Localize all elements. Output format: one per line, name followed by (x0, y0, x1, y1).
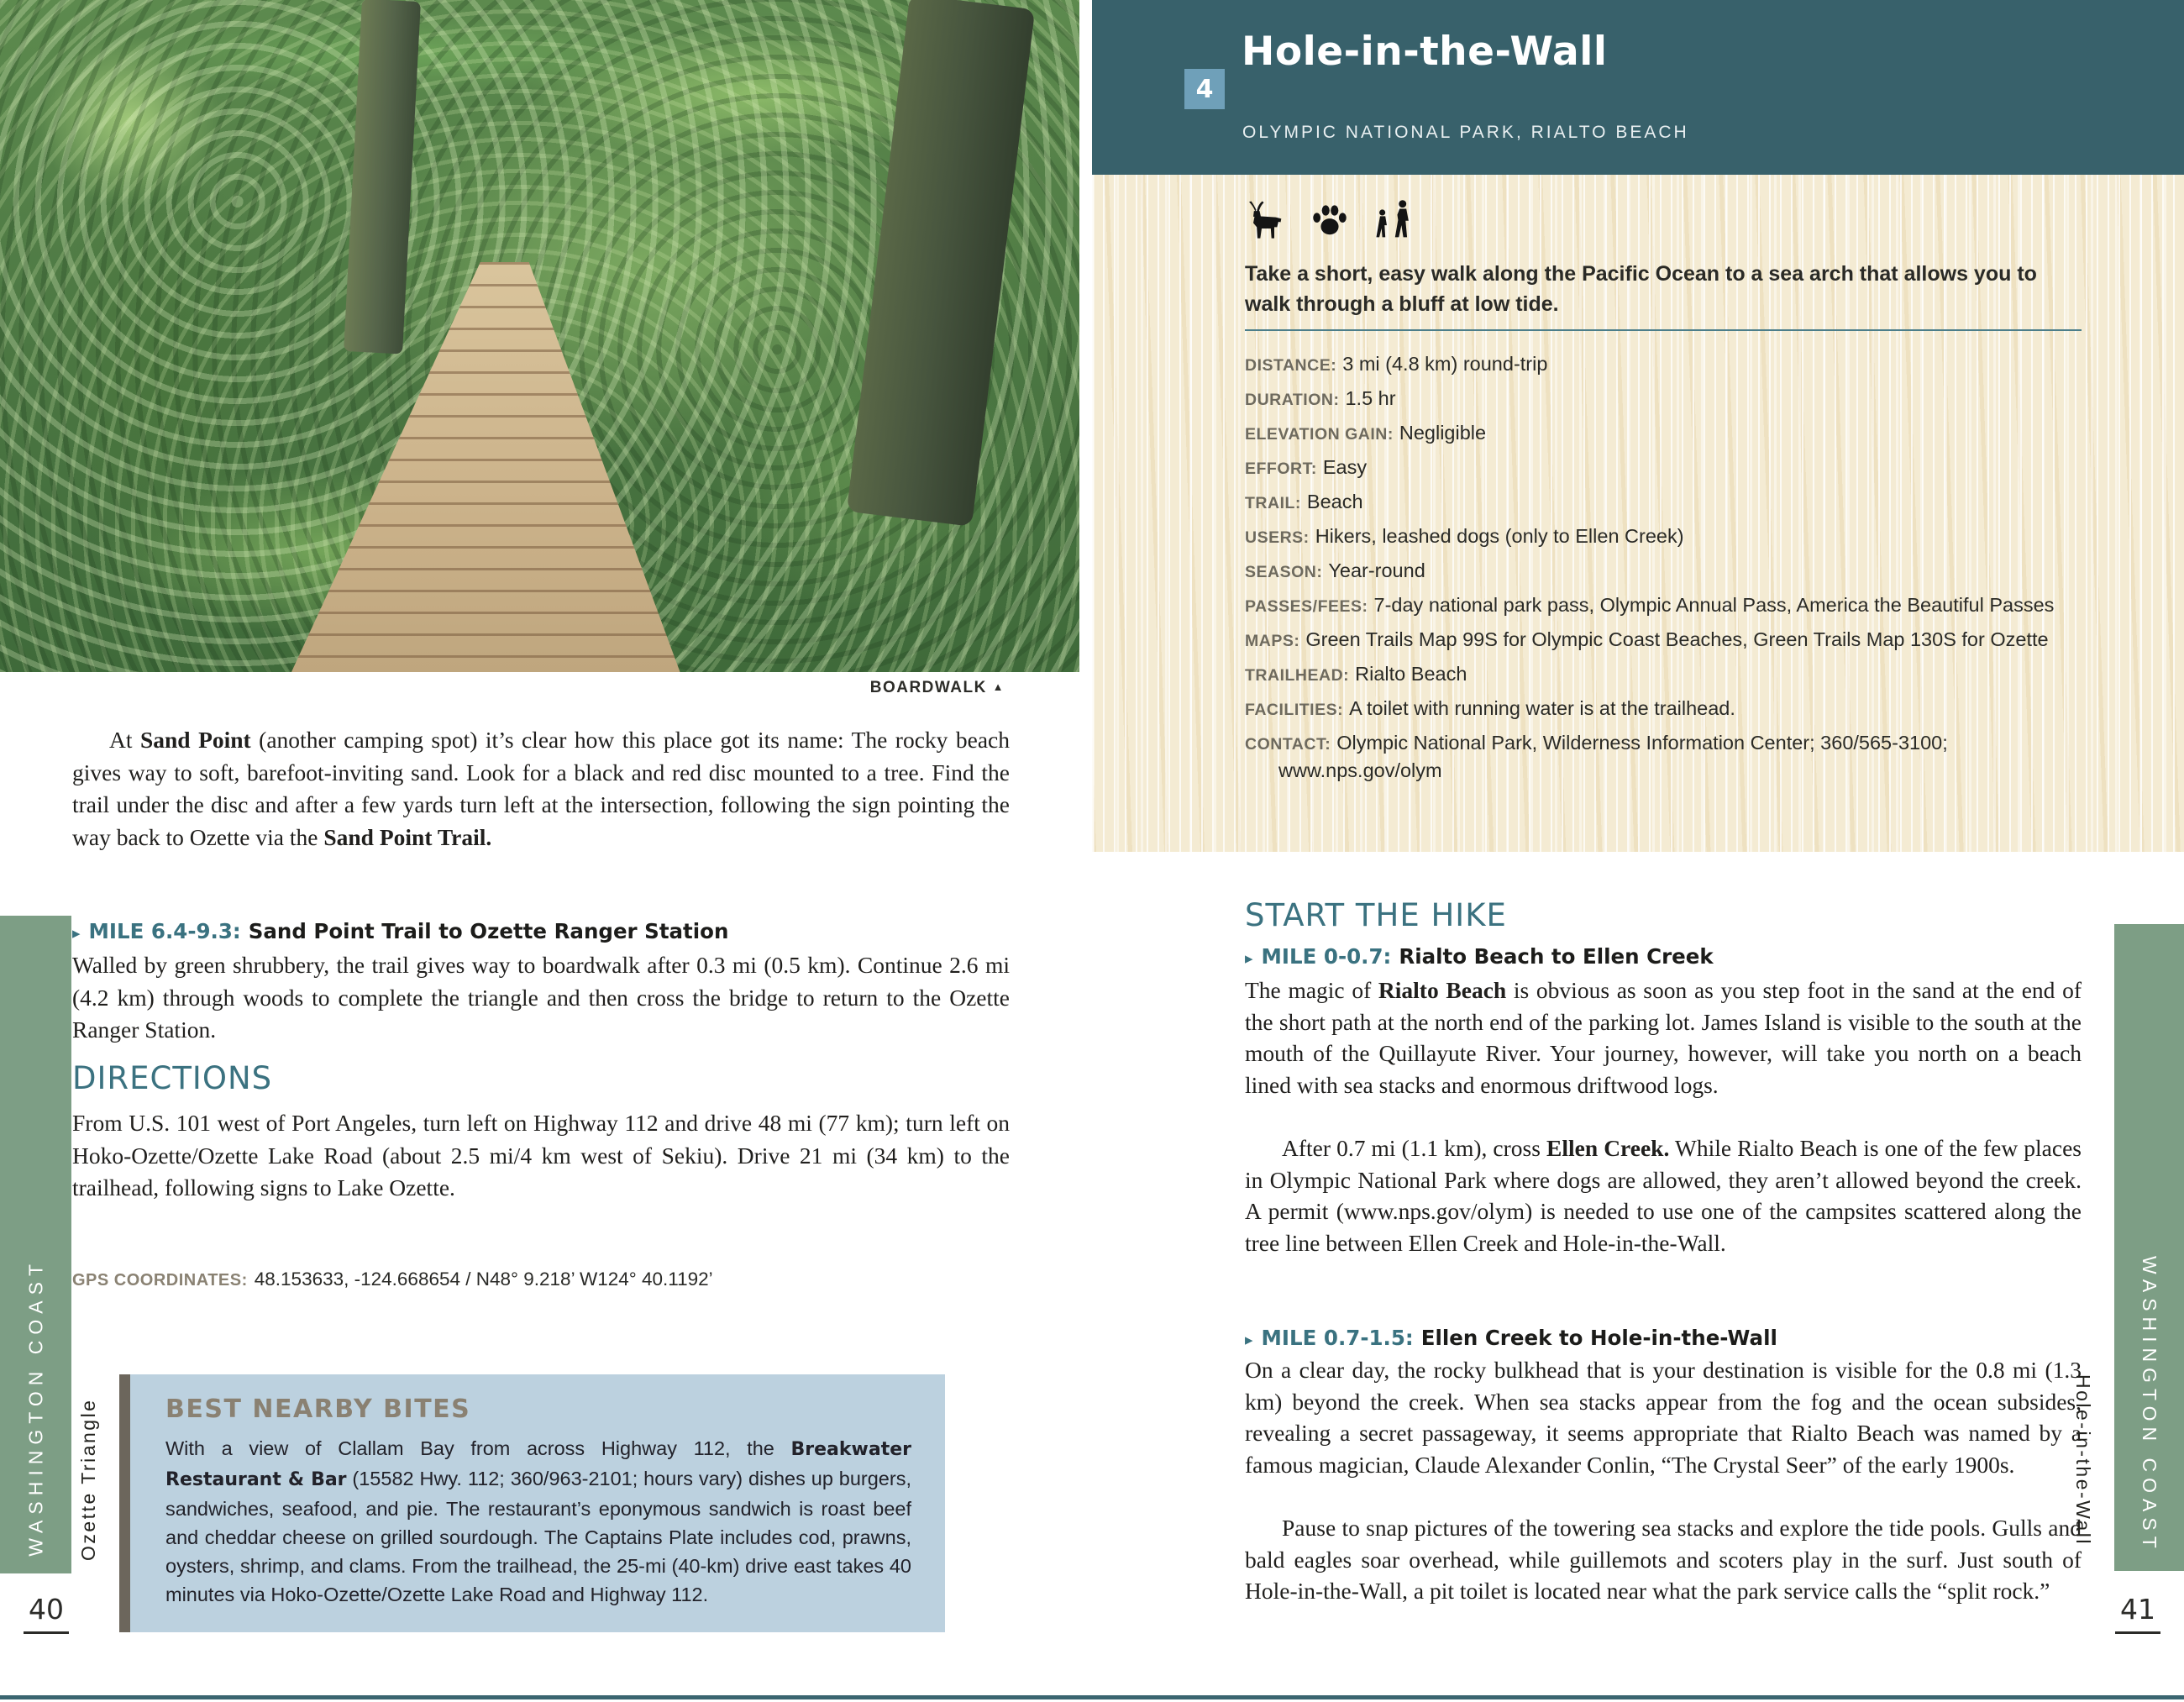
sand-point-trail-bold: Sand Point Trail. (323, 823, 492, 850)
dogs-allowed-paw-icon (1310, 202, 1349, 240)
mile-heading-0-0-7 (1245, 944, 2082, 969)
stat-value: 3 mi (4.8 km) round-trip (1342, 353, 1548, 375)
text-run: With a view of Clallam Bay from across Highway 112, the (165, 1437, 791, 1459)
left-spine-label: Ozette Triangle (77, 1398, 99, 1561)
sand-point-bold: Sand Point (139, 727, 251, 753)
stat-passes-fees (1245, 592, 2093, 620)
stat-maps (1245, 627, 2093, 654)
mile-heading-6-4-9-3 (72, 919, 1010, 943)
stat-value: 7-day national park pass, Olympic Annual Pass, America the Beautiful Passes (1373, 594, 2055, 616)
bites-heading: BEST NEARBY BITES (165, 1395, 471, 1424)
mile-title: Ellen Creek to Hole-in-the-Wall (1420, 1326, 1777, 1350)
stat-value: Olympic National Park, Wilderness Information Center; 360/565-3100; www.nps.gov/olym (1278, 732, 1948, 781)
left-tab-label: WASHINGTON COAST (24, 1258, 46, 1557)
mile-arrow-icon: ▸ (72, 924, 81, 943)
hike-number-badge: 4 (1184, 69, 1225, 109)
best-nearby-bites-box (119, 1374, 945, 1632)
mile-range: MILE 0-0.7: (1261, 944, 1392, 969)
wildlife-deer-icon (1245, 200, 1287, 240)
stat-contact (1245, 730, 2093, 784)
mile-0-0-7-paragraph-2 (1245, 1132, 2082, 1258)
stat-facilities (1245, 696, 2093, 723)
intro-divider-rule (1245, 329, 2082, 331)
text-run: (15582 Hwy. 112; 360/963-2101; hours vary) dishes up burgers, sandwiches, seafood, and pie. The restaurant’s eponymous sandwich is roast beef and cheddar cheese on grilled sourdough. The Captains Plate includes cod, prawns, oysters, shrimp, and clams. From the trailhead, the 25-mi (40-km) drive east takes 40 minutes via Hoko-Ozette/Ozette Lake Road and Highway 112. (165, 1468, 911, 1605)
boardwalk-forest-photo (0, 0, 1079, 672)
bites-paragraph (165, 1434, 911, 1609)
mile-0-7-1-5-paragraph-2: Pause to snap pictures of the towering sea stacks and explore the tide pools. Gulls and bald eagles soar overhead, while guillemots and scoters play in the surf. Just south of Hole-in-the-Wall, a pit toilet is located near what the park service calls the “split rock.” (1245, 1515, 2082, 1604)
page-number-40: 40 (24, 1593, 69, 1634)
bottom-edge-rule (0, 1695, 2184, 1699)
right-spine-label: Hole-in-the-Wall (2072, 1374, 2094, 1547)
mile-6-4-9-3-paragraph: Walled by green shrubbery, the trail gives way to boardwalk after 0.3 mi (0.5 km). Continue 2.6 mi (4.2 km) through woods to complete the triangle and then cross the bridge to return to the Ozette Ranger Station. (72, 952, 1010, 1043)
mile-0-0-7-paragraph-1 (1245, 974, 2082, 1101)
stat-season (1245, 558, 2093, 586)
stat-label: PASSES/FEES: (1245, 597, 1368, 616)
right-tab-label: WASHINGTON COAST (2139, 1256, 2160, 1554)
stat-distance (1245, 351, 2093, 379)
stat-value: Rialto Beach (1355, 663, 1467, 685)
text-run: At (109, 727, 140, 753)
directions-paragraph: From U.S. 101 west of Port Angeles, turn left on Highway 112 and drive 48 mi (77 km); turn left on Hoko-Ozette/Ozette Lake Road (about 2.5 mi/4 km west of Sekiu). Drive 21 mi (34 km) to the trailhead, following signs to Lake Ozette. (72, 1110, 1010, 1200)
stat-label: TRAIL: (1245, 494, 1301, 512)
photo-caption-text: BOARDWALK (869, 679, 987, 696)
gps-value: 48.153633, -124.668654 / N48° 9.218’ W124° 40.1192’ (254, 1269, 713, 1290)
right-page (1092, 0, 2184, 1702)
stat-value: Easy (1322, 456, 1368, 478)
hike-title: Hole-in-the-Wall (1242, 29, 1608, 75)
mile-arrow-icon: ▸ (1245, 1331, 1253, 1349)
start-the-hike-heading: START THE HIKE (1245, 897, 1507, 933)
caption-triangle-icon: ▲ (992, 680, 1005, 693)
restaurant-name-bold: Breakwater Restaurant & Bar (165, 1439, 911, 1490)
stat-label: SEASON: (1245, 563, 1323, 581)
stat-label: FACILITIES: (1245, 701, 1344, 719)
stat-label: EFFORT: (1245, 460, 1317, 478)
mile-0-7-1-5-paragraph-1: On a clear day, the rocky bulkhead that is your destination is visible for the 0.8 mi (1.3 km) beyond the creek. When sea stacks appear from the fog and the ocean subsides, revealing a secret passageway, it seems appropriate that Rialto Beach was named by a famous magician, Claude Alexander Conlin, “The Crystal Seer” of the early 1900s. (1245, 1357, 2082, 1478)
mile-range: MILE 6.4-9.3: (88, 919, 241, 943)
stat-label: ELEVATION GAIN: (1245, 425, 1394, 444)
stat-label: USERS: (1245, 528, 1310, 547)
stat-label: DURATION: (1245, 391, 1340, 409)
text-run: While Rialto Beach is one of the few places in Olympic National Park where dogs are allowed, they aren’t allowed beyond the creek. A permit (www.nps.gov/olym) is needed to use one of the campsites scattered along the tree line between Ellen Creek and Hole-in-the-Wall. (1245, 1135, 2082, 1256)
page-number-41: 41 (2115, 1593, 2160, 1634)
text-run: The magic of (1245, 977, 1378, 1003)
hike-stats-panel (1092, 175, 2184, 852)
hike-intro-text: Take a short, easy walk along the Pacific Ocean to a sea arch that allows you to walk through a bluff at low tide. (1245, 262, 2037, 316)
photo-caption (0, 679, 1005, 697)
stat-trailhead (1245, 661, 2093, 689)
ellen-creek-bold: Ellen Creek. (1546, 1135, 1670, 1161)
stat-effort (1245, 454, 2093, 482)
text-run: (another camping spot) it’s clear how this place got its name: The rocky beach gives way to soft, barefoot-inviting sand. Look for a black and red disc mounted to a tree. Find the trail under the disc and after a few yards turn left at the intersection, following the sign pointing the way back to Ozette via the (72, 727, 1010, 850)
stat-label: CONTACT: (1245, 735, 1331, 754)
sand-point-paragraph (72, 724, 1010, 854)
mile-title: Rialto Beach to Ellen Creek (1399, 944, 1714, 969)
hike-header-band (1092, 0, 2184, 175)
mile-title: Sand Point Trail to Ozette Ranger Station (248, 919, 729, 943)
gps-coordinates (72, 1269, 1010, 1290)
stat-duration (1245, 386, 2093, 413)
hikers-icon (1373, 198, 1415, 240)
rialto-beach-bold: Rialto Beach (1378, 977, 1507, 1003)
right-section-tab (2114, 924, 2184, 1571)
gps-label: GPS COORDINATES: (72, 1271, 248, 1290)
hike-stats-list (1245, 351, 2093, 791)
stat-label: MAPS: (1245, 632, 1300, 650)
stat-value: Year-round (1328, 559, 1425, 581)
text-run: is obvious as soon as you step foot in the sand at the end of the short path at the north end of the parking lot. James Island is visible to the south at the mouth of the Quillayute River. Your journey, however, will take you north on a beach lined with sea stacks and enormous driftwood logs. (1245, 977, 2082, 1098)
stat-trail (1245, 489, 2093, 517)
stat-elevation-gain (1245, 420, 2093, 448)
hike-icons-row (1245, 198, 1415, 240)
left-section-tab (0, 916, 71, 1573)
text-run: After 0.7 mi (1.1 km), cross (1282, 1135, 1547, 1161)
directions-heading: DIRECTIONS (72, 1060, 273, 1096)
stat-value: Negligible (1399, 422, 1487, 444)
stat-value: Green Trails Map 99S for Olympic Coast Beaches, Green Trails Map 130S for Ozette (1305, 628, 2049, 650)
stat-label: TRAILHEAD: (1245, 666, 1350, 685)
stat-label: DISTANCE: (1245, 356, 1337, 375)
stat-value: Hikers, leashed dogs (only to Ellen Creek) (1315, 525, 1684, 547)
mile-range: MILE 0.7-1.5: (1261, 1326, 1414, 1350)
stat-value: A toilet with running water is at the trailhead. (1349, 697, 1735, 719)
stat-value: 1.5 hr (1345, 387, 1396, 409)
stat-value: Beach (1306, 491, 1363, 512)
hike-subtitle: OLYMPIC NATIONAL PARK, RIALTO BEACH (1242, 123, 1689, 142)
mile-arrow-icon: ▸ (1245, 949, 1253, 968)
mile-heading-0-7-1-5 (1245, 1326, 2082, 1350)
stat-users (1245, 523, 2093, 551)
